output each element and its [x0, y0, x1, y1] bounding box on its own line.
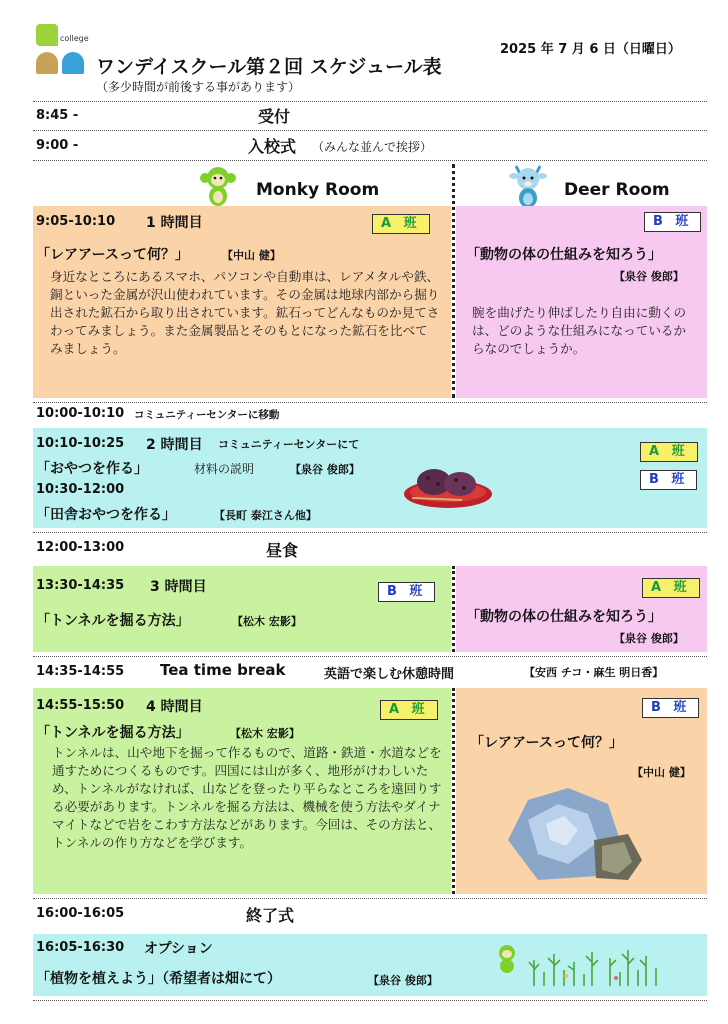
schedule-date: 2025 年 7 月 6 日（日曜日） [500, 42, 681, 57]
college-logo [36, 24, 92, 76]
teatime-time: 14:35-14:55 [36, 664, 125, 679]
period3-left-badge: B 班 [378, 582, 435, 602]
period3-label: 3 時間目 [150, 579, 207, 595]
period1-right-title: 「動物の体の仕組みを知ろう」 [466, 247, 662, 263]
period4-label: 4 時間目 [146, 699, 203, 715]
entrance-label: 入校式 [248, 137, 297, 156]
teatime-desc: 英語で楽しむ休憩時間 [324, 667, 455, 682]
period4-right-badge: B 班 [642, 698, 699, 718]
lunch-label: 昼食 [266, 541, 299, 560]
option-title: 「植物を植えよう」（希望者は畑にて） [36, 971, 281, 987]
period1-left-teacher: 【中山 健】 [222, 249, 281, 262]
closing-time: 16:00-16:05 [36, 906, 125, 921]
entrance-note: （みんな並んで挨拶） [312, 140, 433, 154]
teatime-teacher: 【安西 チコ・麻生 明日香】 [524, 666, 664, 679]
reception-time: 8:45 - [36, 108, 79, 123]
option-teacher: 【泉谷 俊郎】 [368, 974, 438, 987]
move-label: コミュニティーセンターに移動 [134, 409, 280, 421]
monkey-mascot [200, 166, 236, 208]
period4-left-badge: A 班 [380, 700, 438, 720]
period3-right-title: 「動物の体の仕組みを知ろう」 [466, 609, 662, 625]
period2-badge-b: B 班 [640, 470, 697, 490]
entrance-time: 9:00 - [36, 138, 79, 153]
period1-right-badge: B 班 [644, 212, 701, 232]
period1-left-badge: A 班 [372, 214, 430, 234]
period1-label: 1 時間目 [146, 215, 203, 231]
period4-right-title: 「レアアースって何？」 [470, 735, 624, 751]
page-subtitle: （多少時間が前後する事があります） [96, 80, 301, 94]
lunch-time: 12:00-13:00 [36, 540, 125, 555]
period4-time: 14:55-15:50 [36, 698, 125, 713]
period1-left-body: 身近なところにあるスマホ、パソコンや自動車は、レアメタルや鉄、銅といった金属が沢山使われています。その金属は地球内部から掘り出された鉱石から取り出されています。鉱石ってどんなものか見てさわってみましょう。また金属製品とそのもとになった鉱石を比べてみましょう。 [50, 269, 440, 356]
period4-left-teacher: 【松木 宏影】 [230, 727, 300, 740]
move-time: 10:00-10:10 [36, 406, 125, 421]
period2-place: コミュニティーセンターにて [218, 438, 360, 451]
period2-title1: 「おやつを作る」 [36, 461, 148, 477]
page-title: ワンデイスクール第２回 スケジュール表 [96, 56, 442, 78]
period2-badge-a: A 班 [640, 442, 698, 462]
reception-label: 受付 [258, 107, 291, 126]
period1-time: 9:05-10:10 [36, 214, 116, 229]
monkey-mascot-small [494, 944, 520, 974]
period2-label: 2 時間目 [146, 437, 203, 453]
period1-right-teacher: 【泉谷 俊郎】 [614, 270, 684, 283]
room-right-label: Deer Room [564, 180, 670, 200]
period1-left-title: 「レアアースって何？」 [36, 247, 190, 263]
sprouts-image [526, 940, 662, 990]
teatime-label: Tea time break [160, 661, 286, 679]
rare-earth-mineral-image [498, 780, 646, 888]
period3-right-teacher: 【泉谷 俊郎】 [614, 632, 684, 645]
period2-title2: 「田舎おやつを作る」 [36, 507, 176, 523]
period3-time: 13:30-14:35 [36, 578, 125, 593]
period3-left-teacher: 【松木 宏影】 [232, 615, 302, 628]
period2-time: 10:10-10:25 [36, 436, 125, 451]
room-left-label: Monky Room [256, 180, 380, 200]
period3-left-title: 「トンネルを掘る方法」 [36, 613, 190, 629]
period3-right-badge: A 班 [642, 578, 700, 598]
option-time: 16:05-16:30 [36, 940, 125, 955]
period1-right-panel [456, 206, 707, 398]
period2-teacher1: 【泉谷 俊郎】 [290, 463, 360, 476]
deer-mascot [508, 164, 548, 210]
period2-time2: 10:30-12:00 [36, 482, 125, 497]
period4-right-teacher: 【中山 健】 [632, 766, 691, 779]
period4-left-body: トンネルは、山や地下を掘って作るもので、道路・鉄道・水道などを通すためにつくるものです。四国には山が多く、地形がけわしいため、トンネルがなければ、山などを登ったり平らなところを遠回りする必要があります。トンネルを掘る方法は、機械を使う方法やダイナマイトなどで岩をこわす方法などがあります。今回は、その方法と、トンネルの作り方などを学びます。 [52, 745, 442, 850]
snack-plate-image [402, 460, 494, 512]
closing-label: 終了式 [246, 906, 295, 925]
period4-left-title: 「トンネルを掘る方法」 [36, 725, 190, 741]
period2-teacher2: 【長町 泰江さん他】 [214, 509, 317, 522]
period1-right-body: 腕を曲げたり伸ばしたり自由に動くのは、どのような仕組みになっているからなのでしょうか。 [472, 305, 687, 356]
logo-text: college [60, 34, 89, 43]
option-label: オプション [144, 941, 213, 957]
period2-desc1: 材料の説明 [194, 462, 255, 476]
